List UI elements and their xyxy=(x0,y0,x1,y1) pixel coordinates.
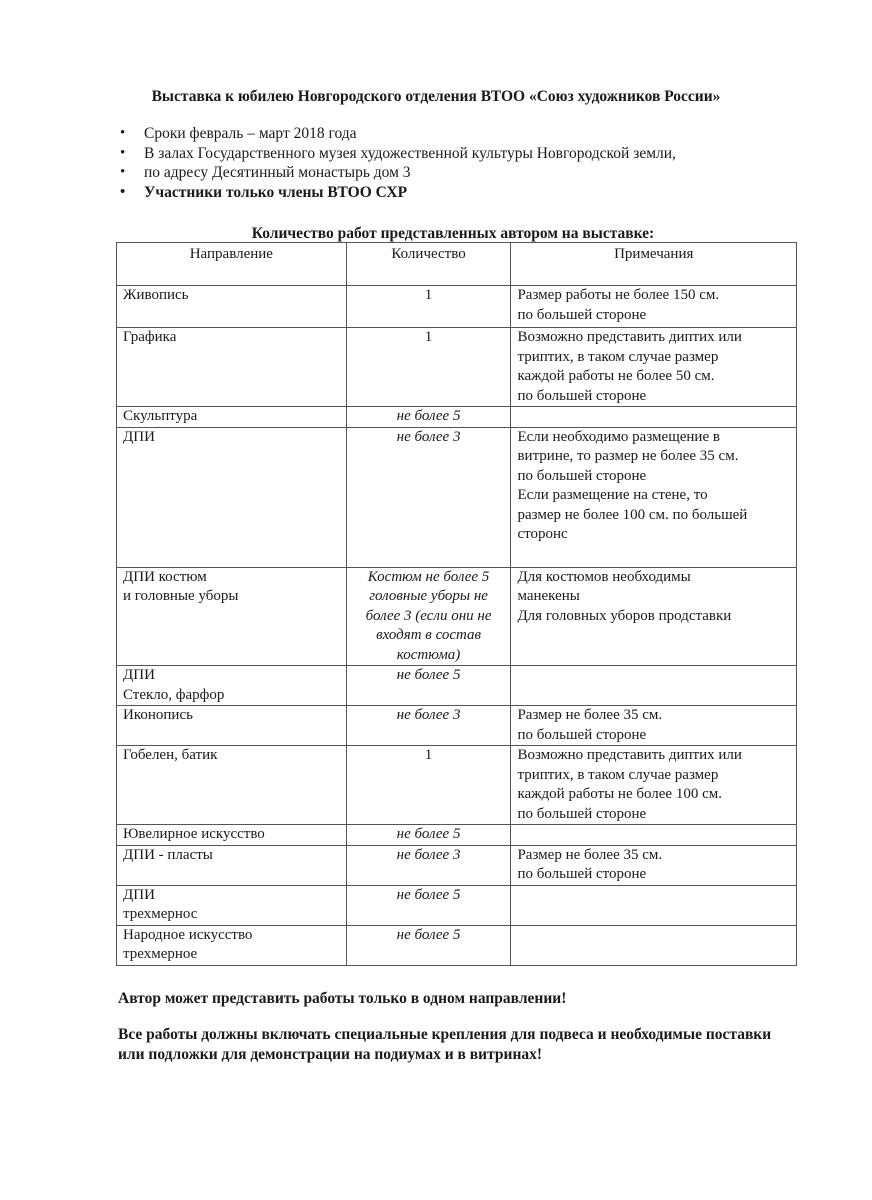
footer-note-direction: Автор может представить работы только в одном направлении! xyxy=(118,990,567,1007)
cell-direction: Ювелирное искусство xyxy=(117,825,347,846)
cell-direction: ДПИ - пласты xyxy=(117,845,347,885)
document-title: Выставка к юбилею Новгородского отделения ВТОО «Союз художников России» xyxy=(151,88,721,105)
cell-note: Размер не более 35 см. по большей стороне xyxy=(511,845,797,885)
cell-quantity: не более 5 xyxy=(346,666,511,706)
cell-quantity: не более 3 xyxy=(346,845,511,885)
cell-direction: ДПИ xyxy=(117,427,347,567)
cell-quantity: не более 5 xyxy=(346,407,511,428)
cell-note xyxy=(511,666,797,706)
table-row xyxy=(117,845,797,885)
header-notes: Примечания xyxy=(511,243,797,286)
cell-note xyxy=(511,407,797,428)
table-row xyxy=(117,885,797,925)
cell-note: Если необходимо размещение в витрине, то размер не более 35 см. по большей стороне Если размещение на стене, то размер не более 100 см. по большей сторонс xyxy=(511,427,797,567)
cell-quantity: не более 5 xyxy=(346,925,511,965)
cell-quantity: Костюм не более 5 головные уборы не более 3 (если они не входят в состав костюма) xyxy=(346,567,511,666)
cell-note xyxy=(511,925,797,965)
cell-quantity: 1 xyxy=(346,746,511,825)
cell-quantity: 1 xyxy=(346,286,511,328)
cell-direction: Живопись xyxy=(117,286,347,328)
cell-note: Возможно представить диптих или триптих, в таком случае размер каждой работы не более 50 см. по большей стороне xyxy=(511,328,797,407)
cell-note xyxy=(511,825,797,846)
table-row xyxy=(117,407,797,428)
table-row xyxy=(117,427,797,567)
cell-note: Размер не более 35 см. по большей стороне xyxy=(511,706,797,746)
cell-quantity: не более 5 xyxy=(346,825,511,846)
footer-note-mounting: Все работы должны включать специальные крепления для подвеса и необходимые поставки или подложки для демонстрации на подиумах и в витринах! xyxy=(118,1026,772,1063)
cell-direction: Народное искусство трехмерное xyxy=(117,925,347,965)
cell-note: Размер работы не более 150 см. по большей стороне xyxy=(511,286,797,328)
table-row xyxy=(117,567,797,666)
header-direction: Направление xyxy=(117,243,347,286)
works-table xyxy=(116,242,797,966)
bullet-venue: • В залах Государственного музея художественной культуры Новгородской земли, xyxy=(120,144,676,164)
cell-note xyxy=(511,885,797,925)
cell-direction: ДПИ костюм и головные уборы xyxy=(117,567,347,666)
header-quantity: Количество xyxy=(346,243,511,286)
bullet-address: • по адресу Десятинный монастырь дом 3 xyxy=(120,163,676,183)
table-row xyxy=(117,925,797,965)
table-row xyxy=(117,328,797,407)
table-caption: Количество работ представленных автором на выставке: xyxy=(251,225,655,242)
table-header-row xyxy=(117,243,797,286)
cell-direction: ДПИ Стекло, фарфор xyxy=(117,666,347,706)
cell-direction: Графика xyxy=(117,328,347,407)
cell-quantity: не более 5 xyxy=(346,885,511,925)
info-bullet-list xyxy=(120,124,676,202)
cell-quantity: не более 3 xyxy=(346,427,511,567)
table-row xyxy=(117,706,797,746)
cell-direction: Скульптура xyxy=(117,407,347,428)
table-row xyxy=(117,666,797,706)
cell-direction: Гобелен, батик xyxy=(117,746,347,825)
bullet-participants: • Участники только члены ВТОО СХР xyxy=(120,183,676,203)
cell-direction: ДПИ трехмернос xyxy=(117,885,347,925)
table-row xyxy=(117,825,797,846)
cell-quantity: не более 3 xyxy=(346,706,511,746)
cell-note: Возможно представить диптих или триптих, в таком случае размер каждой работы не более 100 см. по большей стороне xyxy=(511,746,797,825)
cell-note: Для костюмов необходимы манекены Для головных уборов продставки xyxy=(511,567,797,666)
cell-direction: Иконопись xyxy=(117,706,347,746)
table-row xyxy=(117,746,797,825)
cell-quantity: 1 xyxy=(346,328,511,407)
bullet-dates: • Сроки февраль – март 2018 года xyxy=(120,124,676,144)
table-row xyxy=(117,286,797,328)
